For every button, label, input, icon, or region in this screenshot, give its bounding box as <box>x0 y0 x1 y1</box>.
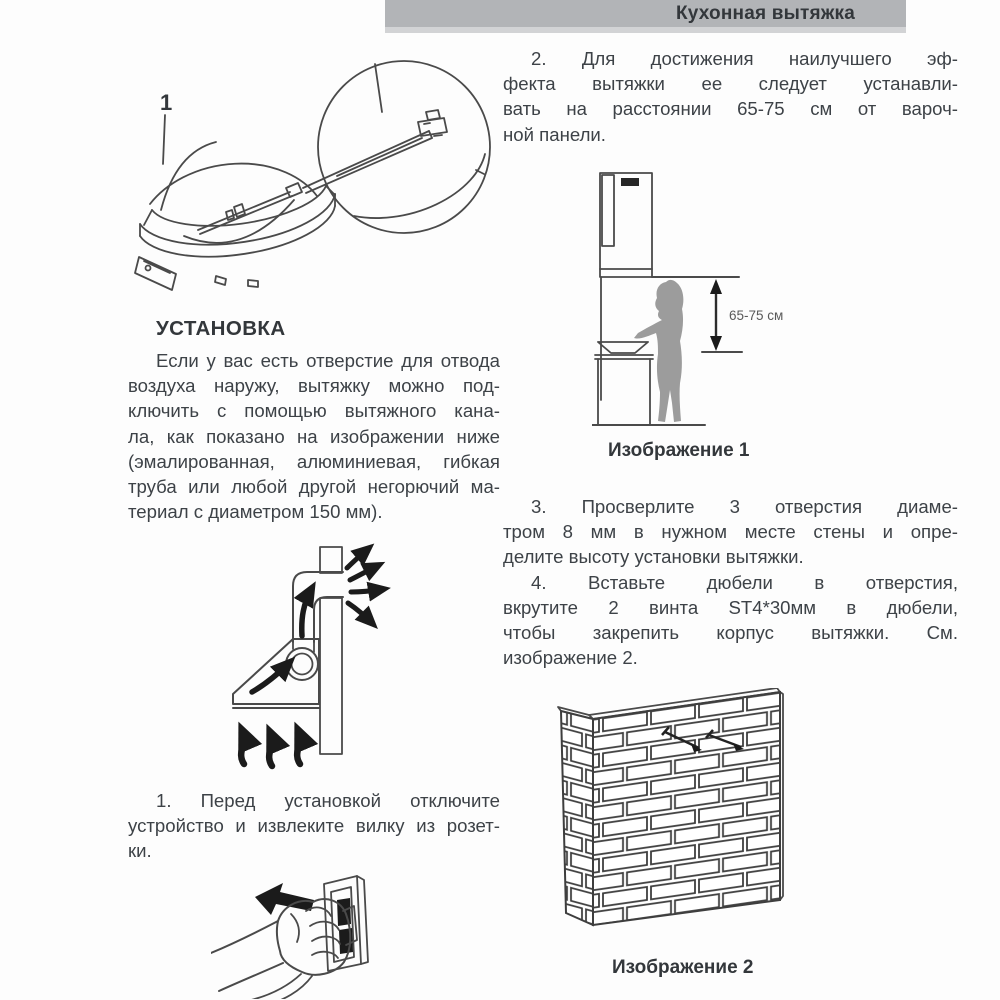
text-line: ной панели. <box>503 123 606 145</box>
text-line: вать на расстоянии 65-75 см от вароч- <box>503 98 958 120</box>
hand-pulling-plug <box>211 899 357 999</box>
part-callout-label <box>160 90 172 164</box>
part-number-label: 1 <box>160 90 173 115</box>
magnifier-callout <box>303 61 490 233</box>
figure-1-caption: Изображение 1 <box>608 440 750 461</box>
duct-adapter-figure <box>132 52 494 310</box>
dimension-label: 65-75 см <box>729 308 784 323</box>
intro-paragraph <box>128 348 500 524</box>
text-line: воздуха наружу, вытяжку можно под- <box>128 375 500 397</box>
fan-impeller <box>292 654 313 675</box>
clip-detail <box>418 110 447 136</box>
text-line: вкрутите 2 винта ST4*30мм в дюбели, <box>503 596 958 618</box>
text-line: устройство и извлеките вилку из розет- <box>128 815 500 837</box>
text-line: 2. Для достижения наилучшего эф- <box>531 48 958 69</box>
text-line: 3. Просверлите 3 отверстия диаме- <box>531 496 958 517</box>
text-line: 1. Перед установкой отключите <box>156 790 500 811</box>
wall-front-face <box>593 692 780 925</box>
damper-rod-detail <box>303 131 432 193</box>
power-cable <box>247 974 301 999</box>
damper-flap-edge <box>184 200 294 243</box>
text-line: делите высоту установки вытяжки. <box>503 546 804 568</box>
text-line: териал с диаметром 150 мм). <box>128 501 383 523</box>
step-1-paragraph <box>128 788 500 864</box>
cooktop-and-counter <box>592 342 705 425</box>
text-line: фекта вытяжки ее следует устанавли- <box>503 73 958 95</box>
text-line: ключить с помощью вытяжного кана- <box>128 400 500 422</box>
text-line: чтобы закрепить корпус вытяжки. См. <box>503 622 958 644</box>
unplug-figure <box>211 869 436 999</box>
wall-side-face <box>561 711 593 925</box>
text-line: 4. Вставьте дюбели в отверстия, <box>531 571 958 593</box>
text-line: тром 8 мм в нужном месте стены и опре- <box>503 521 958 543</box>
page-header-title: Кухонная вытяжка <box>675 3 855 24</box>
text-line: ки. <box>128 840 152 862</box>
section-heading: УСТАНОВКА <box>156 317 286 340</box>
power-cable <box>263 976 312 999</box>
text-line: ла, как показано на изображении ниже <box>128 425 500 447</box>
figure-2-caption: Изображение 2 <box>612 957 754 978</box>
airflow-arrows <box>241 548 384 766</box>
brick-wall-figure <box>553 688 913 938</box>
mounting-bracket <box>135 257 176 290</box>
wall-lower-section <box>320 598 342 754</box>
adapter-body <box>135 142 335 290</box>
dimension-arrow <box>702 279 783 352</box>
text-line: изображение 2. <box>503 647 638 669</box>
steps-3-4-paragraphs <box>503 494 958 670</box>
text-line: труба или любой другой негорючий ма- <box>128 476 500 498</box>
wall-upper-section <box>320 547 342 573</box>
text-line: Если у вас есть отверстие для отвода <box>156 350 500 371</box>
hood-and-chimney <box>600 173 652 400</box>
duct-inner-wall <box>314 597 343 642</box>
text-line: (эмалированная, алюминиевая, гибкая <box>128 450 500 472</box>
airflow-diagram-figure <box>196 542 431 770</box>
step-2-paragraph <box>503 46 958 147</box>
hood-control-panel <box>621 178 639 186</box>
mounting-height-figure <box>592 162 857 434</box>
page-header-bar <box>385 0 906 33</box>
person-silhouette <box>634 280 683 422</box>
